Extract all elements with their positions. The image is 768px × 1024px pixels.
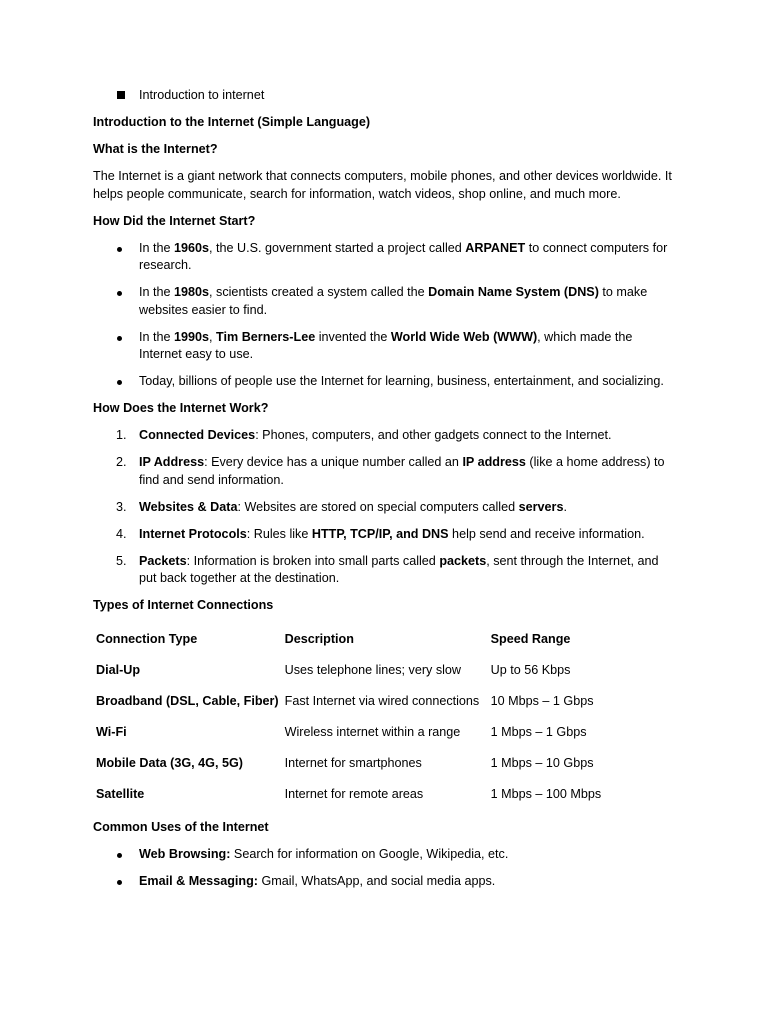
types-heading: Types of Internet Connections [93, 598, 274, 612]
column-header: Connection Type [96, 631, 198, 646]
work-heading: How Does the Internet Work? [93, 401, 269, 415]
table-cell: Internet for smartphones [284, 755, 422, 770]
bullet-dot-icon [117, 336, 122, 341]
table-row [93, 779, 644, 810]
table-cell: Fast Internet via wired connections [284, 693, 480, 708]
uses-heading: Common Uses of the Internet [93, 820, 269, 834]
uses-item: Web Browsing: Search for information on Google, Wikipedia, etc. [93, 846, 678, 864]
document-title: Introduction to the Internet (Simple Language) [93, 115, 371, 129]
work-step: 3. Websites & Data: Websites are stored on special computers called servers. [116, 499, 567, 514]
table-row [93, 717, 644, 748]
connection-types-table [93, 624, 644, 810]
history-item-1990s: In the 1990s, Tim Berners-Lee invented the World Wide Web (WWW), which made the Internet easy to use. [93, 329, 678, 364]
uses-list [93, 846, 678, 891]
table-cell: Satellite [96, 786, 145, 801]
table-cell: Wireless internet within a range [284, 724, 461, 739]
document-page [93, 87, 678, 900]
history-list [93, 240, 678, 391]
bullet-dot-icon [117, 380, 122, 385]
table-cell: Uses telephone lines; very slow [284, 662, 462, 677]
table-cell: Up to 56 Kbps [490, 662, 571, 677]
table-cell: Wi-Fi [96, 724, 127, 739]
table-header-row [93, 624, 644, 655]
table-row [93, 748, 644, 779]
work-step: 4. Internet Protocols: Rules like HTTP, TCP/IP, and DNS help send and receive information. [116, 526, 645, 541]
table-cell: 1 Mbps – 10 Gbps [490, 755, 594, 770]
bullet-dot-icon [117, 247, 122, 252]
outline-item [93, 87, 678, 105]
bullet-dot-icon [117, 880, 122, 885]
table-cell: 1 Mbps – 100 Mbps [490, 786, 602, 801]
what-heading: What is the Internet? [93, 142, 218, 156]
history-item-1980s: In the 1980s, scientists created a system called the Domain Name System (DNS) to make websites easier to find. [93, 284, 678, 319]
bullet-dot-icon [117, 291, 122, 296]
history-item-1960s: In the 1960s, the U.S. government started a project called ARPANET to connect computers for research. [93, 240, 678, 275]
table-cell: Mobile Data (3G, 4G, 5G) [96, 755, 243, 770]
square-bullet-icon [117, 91, 125, 99]
what-paragraph: The Internet is a giant network that connects computers, mobile phones, and other devices worldwide. It helps people communicate, search for information, watch videos, shop online, and much more. [93, 169, 672, 201]
table-row [93, 655, 644, 686]
table-cell: 10 Mbps – 1 Gbps [490, 693, 594, 708]
table-cell: Broadband (DSL, Cable, Fiber) [96, 693, 279, 708]
table-cell: Internet for remote areas [284, 786, 424, 801]
work-step: 2. IP Address: Every device has a unique number called an IP address (like a home address) to find and send information. [116, 455, 665, 487]
table-cell: 1 Mbps – 1 Gbps [490, 724, 587, 739]
table-row [93, 686, 644, 717]
outline-item-label: Introduction to internet [139, 88, 265, 102]
uses-item: Email & Messaging: Gmail, WhatsApp, and social media apps. [93, 873, 678, 891]
table-cell: Dial-Up [96, 662, 141, 677]
column-header: Description [284, 631, 354, 646]
work-step: 1. Connected Devices: Phones, computers, and other gadgets connect to the Internet. [116, 428, 612, 442]
work-step: 5. Packets: Information is broken into small parts called packets, sent through the Internet, and put back together at the destination. [116, 553, 659, 585]
column-header: Speed Range [490, 631, 571, 646]
work-steps-list [93, 427, 678, 588]
bullet-dot-icon [117, 853, 122, 858]
start-heading: How Did the Internet Start? [93, 213, 256, 228]
history-item-today: Today, billions of people use the Internet for learning, business, entertainment, and socializing. [93, 373, 678, 391]
